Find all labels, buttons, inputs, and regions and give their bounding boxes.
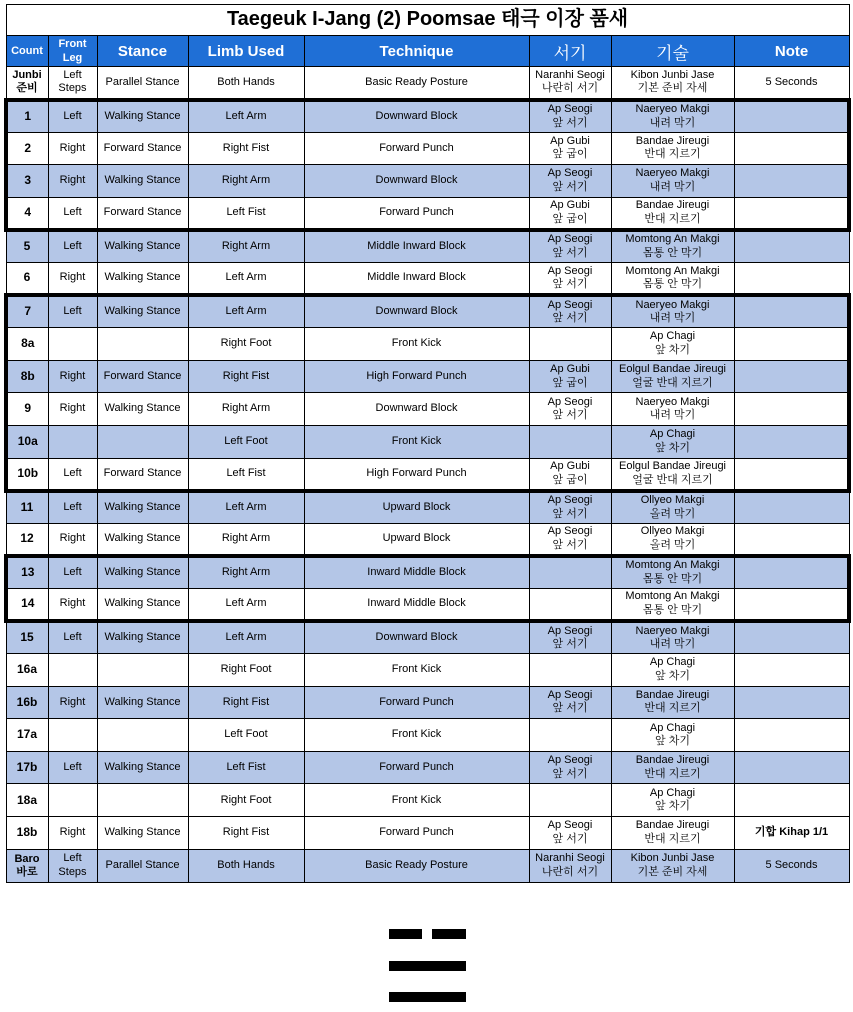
cell-front-leg: Left <box>48 230 97 263</box>
cell-count: 1 <box>6 100 48 133</box>
cell-count: 4 <box>6 197 48 230</box>
cell-stance <box>97 784 188 817</box>
cell-gisul: Momtong An Makgi 몸통 안 막기 <box>611 262 734 295</box>
cell-limb: Left Foot <box>188 425 304 458</box>
cell-seogi: Naranhi Seogi 나란히 서기 <box>529 849 611 882</box>
cell-seogi <box>529 654 611 687</box>
table-row <box>6 360 849 393</box>
cell-gisul: Bandae Jireugi 반대 지르기 <box>611 197 734 230</box>
cell-limb: Left Arm <box>188 588 304 621</box>
cell-seogi <box>529 425 611 458</box>
cell-count: 13 <box>6 556 48 589</box>
cell-technique: Front Kick <box>304 719 529 752</box>
trigram-solid-line-middle <box>389 961 466 971</box>
cell-stance: Forward Stance <box>97 360 188 393</box>
cell-gisul: Naeryeo Makgi 내려 막기 <box>611 165 734 198</box>
cell-seogi: Ap Seogi 앞 서기 <box>529 686 611 719</box>
cell-seogi: Ap Seogi 앞 서기 <box>529 262 611 295</box>
cell-technique: Front Kick <box>304 784 529 817</box>
table-row <box>6 523 849 556</box>
cell-gisul: Naeryeo Makgi 내려 막기 <box>611 621 734 654</box>
cell-seogi: Ap Gubi 앞 굽이 <box>529 458 611 491</box>
header-front-leg: Front Leg <box>48 36 97 67</box>
cell-count: 16a <box>6 654 48 687</box>
cell-technique: Forward Punch <box>304 751 529 784</box>
cell-front-leg: Right <box>48 393 97 426</box>
table-row <box>6 262 849 295</box>
cell-stance: Walking Stance <box>97 817 188 850</box>
cell-note <box>734 686 849 719</box>
table-row <box>6 458 849 491</box>
cell-seogi: Ap Seogi 앞 서기 <box>529 295 611 328</box>
cell-technique: Upward Block <box>304 523 529 556</box>
trigram-broken-line-right <box>432 929 466 939</box>
cell-gisul: Naeryeo Makgi 내려 막기 <box>611 100 734 133</box>
cell-front-leg: Right <box>48 262 97 295</box>
table-row <box>6 556 849 589</box>
cell-stance: Walking Stance <box>97 621 188 654</box>
cell-technique: Middle Inward Block <box>304 262 529 295</box>
cell-count: 9 <box>6 393 48 426</box>
cell-note <box>734 588 849 621</box>
cell-technique: Downward Block <box>304 165 529 198</box>
cell-gisul: Bandae Jireugi 반대 지르기 <box>611 132 734 165</box>
cell-front-leg: Right <box>48 165 97 198</box>
cell-stance: Walking Stance <box>97 556 188 589</box>
cell-count: 2 <box>6 132 48 165</box>
table-row <box>6 197 849 230</box>
cell-technique: Front Kick <box>304 328 529 361</box>
cell-gisul: Eolgul Bandae Jireugi 얼굴 반대 지르기 <box>611 458 734 491</box>
cell-note <box>734 719 849 752</box>
table-row <box>6 425 849 458</box>
cell-limb: Both Hands <box>188 849 304 882</box>
cell-front-leg: Right <box>48 588 97 621</box>
cell-gisul: Naeryeo Makgi 내려 막기 <box>611 295 734 328</box>
cell-count: 12 <box>6 523 48 556</box>
cell-technique: Forward Punch <box>304 686 529 719</box>
cell-seogi: Ap Gubi 앞 굽이 <box>529 132 611 165</box>
cell-count: 18b <box>6 817 48 850</box>
table-row <box>6 621 849 654</box>
cell-note <box>734 784 849 817</box>
header-seogi: 서기 <box>529 36 611 67</box>
cell-seogi: Ap Seogi 앞 서기 <box>529 491 611 524</box>
cell-limb: Left Arm <box>188 621 304 654</box>
cell-seogi: Ap Seogi 앞 서기 <box>529 751 611 784</box>
trigram-solid-line-bottom <box>389 992 466 1002</box>
cell-count: 3 <box>6 165 48 198</box>
cell-gisul: Bandae Jireugi 반대 지르기 <box>611 751 734 784</box>
cell-count: 17a <box>6 719 48 752</box>
cell-stance: Walking Stance <box>97 230 188 263</box>
cell-technique: Downward Block <box>304 295 529 328</box>
table-row <box>6 751 849 784</box>
cell-note <box>734 751 849 784</box>
cell-technique: Basic Ready Posture <box>304 849 529 882</box>
table-row <box>6 784 849 817</box>
cell-front-leg: Left <box>48 197 97 230</box>
cell-note <box>734 654 849 687</box>
cell-technique: Inward Middle Block <box>304 556 529 589</box>
cell-note <box>734 230 849 263</box>
cell-count: 14 <box>6 588 48 621</box>
cell-seogi: Ap Seogi 앞 서기 <box>529 621 611 654</box>
cell-stance <box>97 328 188 361</box>
cell-stance: Walking Stance <box>97 686 188 719</box>
cell-technique: Downward Block <box>304 100 529 133</box>
table-row <box>6 295 849 328</box>
cell-note <box>734 328 849 361</box>
cell-gisul: Ollyeo Makgi 올려 막기 <box>611 491 734 524</box>
header-count: Count <box>6 36 48 67</box>
cell-seogi: Ap Seogi 앞 서기 <box>529 230 611 263</box>
cell-limb: Left Arm <box>188 491 304 524</box>
cell-limb: Left Fist <box>188 751 304 784</box>
cell-note <box>734 425 849 458</box>
table-row <box>6 67 849 100</box>
cell-front-leg: Left Steps <box>48 849 97 882</box>
cell-note <box>734 523 849 556</box>
cell-seogi: Naranhi Seogi 나란히 서기 <box>529 67 611 100</box>
cell-limb: Right Fist <box>188 817 304 850</box>
cell-count: Baro 바로 <box>6 849 48 882</box>
cell-limb: Right Fist <box>188 360 304 393</box>
cell-seogi: Ap Gubi 앞 굽이 <box>529 360 611 393</box>
cell-front-leg: Right <box>48 686 97 719</box>
cell-front-leg: Right <box>48 132 97 165</box>
cell-seogi: Ap Seogi 앞 서기 <box>529 393 611 426</box>
cell-gisul: Eolgul Bandae Jireugi 얼굴 반대 지르기 <box>611 360 734 393</box>
cell-count: 15 <box>6 621 48 654</box>
table-row <box>6 132 849 165</box>
cell-stance <box>97 425 188 458</box>
cell-limb: Left Arm <box>188 295 304 328</box>
cell-count: 10b <box>6 458 48 491</box>
cell-gisul: Ap Chagi 앞 차기 <box>611 654 734 687</box>
cell-note <box>734 621 849 654</box>
cell-technique: High Forward Punch <box>304 458 529 491</box>
cell-seogi: Ap Seogi 앞 서기 <box>529 165 611 198</box>
poomsae-table <box>4 4 851 883</box>
cell-technique: Middle Inward Block <box>304 230 529 263</box>
cell-gisul: Bandae Jireugi 반대 지르기 <box>611 817 734 850</box>
cell-note <box>734 100 849 133</box>
cell-limb: Right Foot <box>188 654 304 687</box>
cell-note <box>734 132 849 165</box>
cell-count: 18a <box>6 784 48 817</box>
header-gisul: 기술 <box>611 36 734 67</box>
cell-technique: Front Kick <box>304 425 529 458</box>
table-row <box>6 393 849 426</box>
cell-technique: Upward Block <box>304 491 529 524</box>
cell-note <box>734 197 849 230</box>
table-row <box>6 588 849 621</box>
cell-seogi: Ap Seogi 앞 서기 <box>529 100 611 133</box>
cell-limb: Both Hands <box>188 67 304 100</box>
cell-front-leg: Right <box>48 523 97 556</box>
cell-note <box>734 295 849 328</box>
table-row <box>6 491 849 524</box>
cell-front-leg: Right <box>48 360 97 393</box>
header-row <box>6 36 849 67</box>
cell-count: 8b <box>6 360 48 393</box>
cell-gisul: Ap Chagi 앞 차기 <box>611 784 734 817</box>
cell-seogi <box>529 328 611 361</box>
cell-note <box>734 262 849 295</box>
cell-seogi <box>529 784 611 817</box>
cell-count: 16b <box>6 686 48 719</box>
cell-limb: Right Arm <box>188 165 304 198</box>
cell-limb: Right Foot <box>188 784 304 817</box>
cell-technique: Forward Punch <box>304 132 529 165</box>
cell-limb: Right Fist <box>188 132 304 165</box>
cell-technique: High Forward Punch <box>304 360 529 393</box>
cell-stance: Walking Stance <box>97 523 188 556</box>
table-row <box>6 849 849 882</box>
cell-seogi: Ap Seogi 앞 서기 <box>529 817 611 850</box>
cell-limb: Right Arm <box>188 393 304 426</box>
cell-stance: Parallel Stance <box>97 67 188 100</box>
cell-stance: Walking Stance <box>97 262 188 295</box>
cell-gisul: Kibon Junbi Jase 기본 준비 자세 <box>611 67 734 100</box>
cell-stance: Forward Stance <box>97 458 188 491</box>
table-row <box>6 817 849 850</box>
cell-gisul: Momtong An Makgi 몸통 안 막기 <box>611 230 734 263</box>
table-row <box>6 100 849 133</box>
cell-note <box>734 491 849 524</box>
cell-technique: Basic Ready Posture <box>304 67 529 100</box>
cell-limb: Right Foot <box>188 328 304 361</box>
cell-limb: Left Arm <box>188 100 304 133</box>
cell-stance: Walking Stance <box>97 491 188 524</box>
cell-front-leg <box>48 328 97 361</box>
cell-technique: Downward Block <box>304 621 529 654</box>
cell-stance: Walking Stance <box>97 588 188 621</box>
cell-limb: Left Fist <box>188 197 304 230</box>
cell-front-leg <box>48 784 97 817</box>
cell-technique: Front Kick <box>304 654 529 687</box>
cell-stance: Walking Stance <box>97 751 188 784</box>
table-row <box>6 165 849 198</box>
cell-limb: Right Arm <box>188 556 304 589</box>
cell-limb: Left Foot <box>188 719 304 752</box>
cell-seogi: Ap Seogi 앞 서기 <box>529 523 611 556</box>
table-body <box>6 67 849 883</box>
cell-count: 6 <box>6 262 48 295</box>
cell-note: 5 Seconds <box>734 67 849 100</box>
cell-note <box>734 165 849 198</box>
cell-stance <box>97 719 188 752</box>
header-technique: Technique <box>304 36 529 67</box>
cell-count: 10a <box>6 425 48 458</box>
cell-technique: Downward Block <box>304 393 529 426</box>
cell-gisul: Ap Chagi 앞 차기 <box>611 719 734 752</box>
poomsae-sheet <box>4 4 847 883</box>
page-title: Taegeuk I-Jang (2) Poomsae 태극 이장 품새 <box>6 5 849 36</box>
cell-count: 11 <box>6 491 48 524</box>
table-row <box>6 654 849 687</box>
cell-front-leg <box>48 425 97 458</box>
cell-gisul: Ap Chagi 앞 차기 <box>611 425 734 458</box>
cell-front-leg: Left <box>48 751 97 784</box>
cell-count: 7 <box>6 295 48 328</box>
header-limb: Limb Used <box>188 36 304 67</box>
table-row <box>6 328 849 361</box>
cell-stance: Forward Stance <box>97 197 188 230</box>
cell-gisul: Bandae Jireugi 반대 지르기 <box>611 686 734 719</box>
cell-front-leg: Left <box>48 458 97 491</box>
cell-stance: Walking Stance <box>97 165 188 198</box>
cell-note: 기합 Kihap 1/1 <box>734 817 849 850</box>
trigram-broken-line-left <box>389 929 422 939</box>
cell-gisul: Momtong An Makgi 몸통 안 막기 <box>611 588 734 621</box>
header-note: Note <box>734 36 849 67</box>
cell-gisul: Ap Chagi 앞 차기 <box>611 328 734 361</box>
cell-front-leg: Left <box>48 295 97 328</box>
cell-note <box>734 393 849 426</box>
cell-note <box>734 556 849 589</box>
cell-gisul: Momtong An Makgi 몸통 안 막기 <box>611 556 734 589</box>
cell-front-leg: Left <box>48 100 97 133</box>
cell-stance: Parallel Stance <box>97 849 188 882</box>
cell-front-leg: Left <box>48 491 97 524</box>
cell-limb: Left Arm <box>188 262 304 295</box>
cell-limb: Right Arm <box>188 230 304 263</box>
cell-technique: Inward Middle Block <box>304 588 529 621</box>
cell-seogi: Ap Gubi 앞 굽이 <box>529 197 611 230</box>
cell-front-leg <box>48 719 97 752</box>
cell-note <box>734 458 849 491</box>
cell-stance: Walking Stance <box>97 295 188 328</box>
cell-count: 5 <box>6 230 48 263</box>
trigram-icon <box>389 929 466 1005</box>
cell-seogi <box>529 719 611 752</box>
table-row <box>6 686 849 719</box>
cell-count: 8a <box>6 328 48 361</box>
cell-front-leg: Left <box>48 621 97 654</box>
cell-limb: Right Arm <box>188 523 304 556</box>
cell-count: 17b <box>6 751 48 784</box>
table-row <box>6 719 849 752</box>
cell-front-leg: Left <box>48 556 97 589</box>
cell-front-leg: Left Steps <box>48 67 97 100</box>
cell-seogi <box>529 588 611 621</box>
cell-count: Junbi 준비 <box>6 67 48 100</box>
cell-stance: Walking Stance <box>97 393 188 426</box>
cell-front-leg: Right <box>48 817 97 850</box>
table-row <box>6 230 849 263</box>
cell-technique: Forward Punch <box>304 817 529 850</box>
cell-seogi <box>529 556 611 589</box>
cell-stance: Forward Stance <box>97 132 188 165</box>
header-stance: Stance <box>97 36 188 67</box>
cell-gisul: Naeryeo Makgi 내려 막기 <box>611 393 734 426</box>
cell-stance <box>97 654 188 687</box>
cell-front-leg <box>48 654 97 687</box>
cell-note <box>734 360 849 393</box>
cell-gisul: Ollyeo Makgi 올려 막기 <box>611 523 734 556</box>
cell-gisul: Kibon Junbi Jase 기본 준비 자세 <box>611 849 734 882</box>
cell-limb: Right Fist <box>188 686 304 719</box>
cell-limb: Left Fist <box>188 458 304 491</box>
cell-technique: Forward Punch <box>304 197 529 230</box>
cell-stance: Walking Stance <box>97 100 188 133</box>
cell-note: 5 Seconds <box>734 849 849 882</box>
